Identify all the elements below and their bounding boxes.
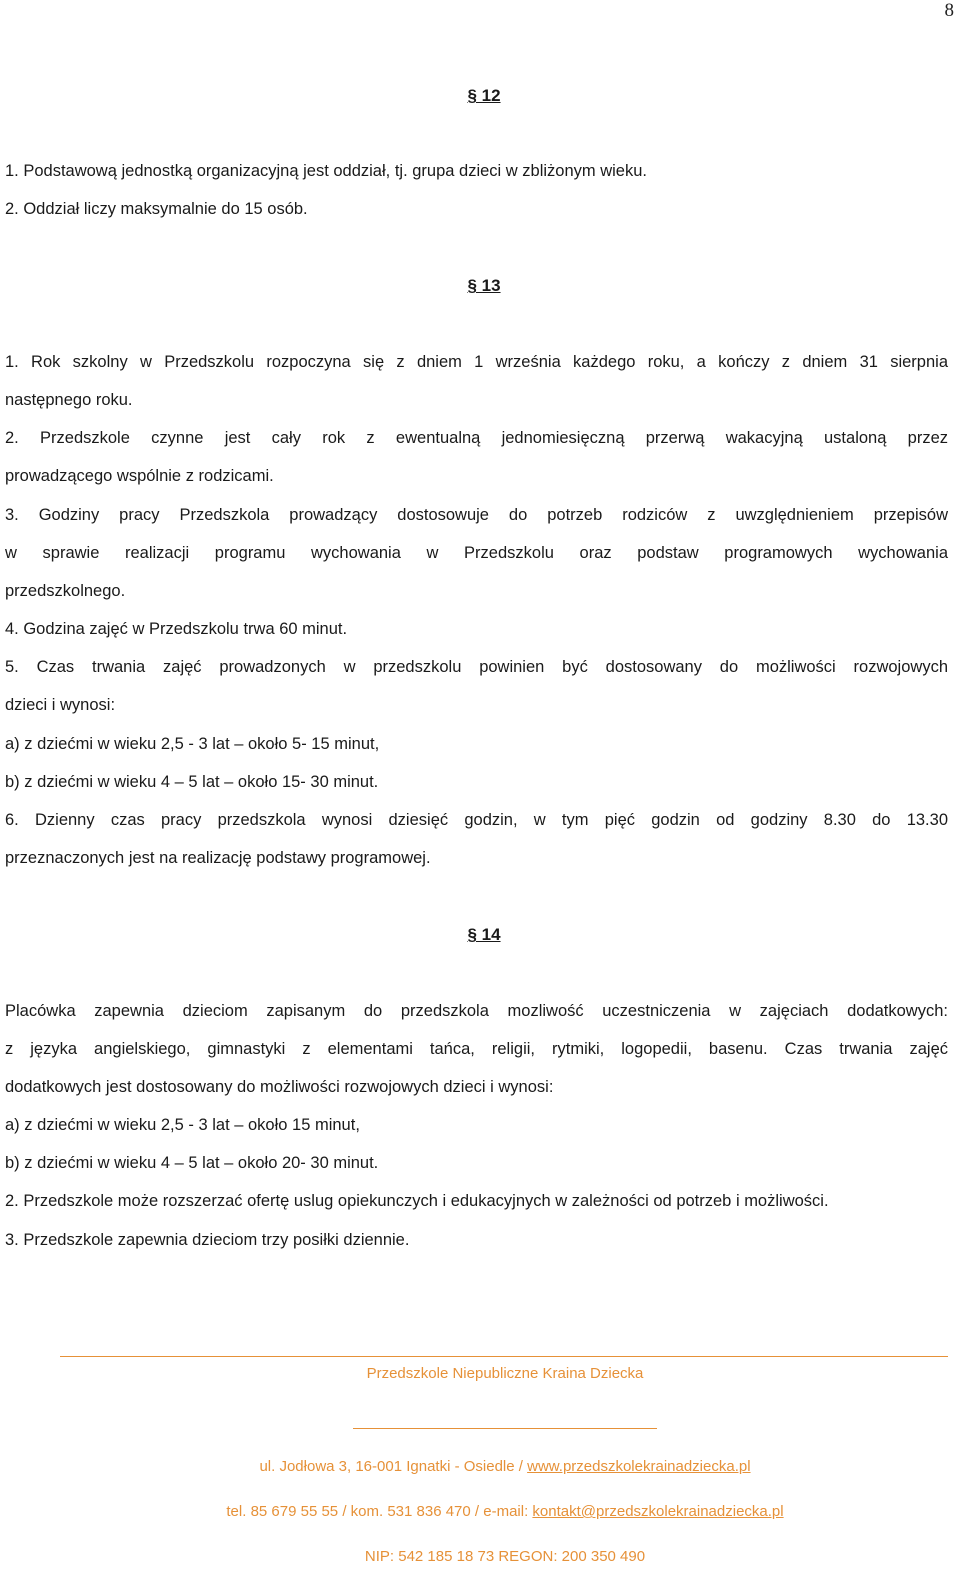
- paragraph-line: z języka angielskiego, gimnastyki z elementami tańca, religii, rytmiki, logopedii, basenu. Czas trwania zajęć: [5, 1040, 948, 1058]
- paragraph-line: Placówka zapewnia dzieciom zapisanym do przedszkola mozliwość uczestniczenia w zajęciach dodatkowych:: [5, 1002, 948, 1020]
- paragraph-line: 1. Rok szkolny w Przedszkolu rozpoczyna się z dniem 1 września każdego roku, a kończy z dniem 31 sierpnia: [5, 353, 948, 371]
- footer-email-link[interactable]: kontakt@przedszkolekrainadziecka.pl: [532, 1503, 784, 1520]
- paragraph-line: prowadzącego wspólnie z rodzicami.: [5, 467, 274, 485]
- footer-address-text: ul. Jodłowa 3, 16-001 Ignatki - Osiedle /: [259, 1458, 528, 1475]
- paragraph-line: 5. Czas trwania zajęć prowadzonych w przedszkolu powinien być dostosowany do możliwości rozwojowych: [5, 658, 948, 676]
- paragraph-line: w sprawie realizacji programu wychowania w Przedszkolu oraz podstaw programowych wychowania: [5, 544, 948, 562]
- paragraph-line: b) z dziećmi w wieku 4 – 5 lat – około 20- 30 minut.: [5, 1154, 379, 1172]
- section-heading-13: § 13: [467, 276, 501, 295]
- footer-address: [0, 1458, 960, 1475]
- paragraph-line: 6. Dzienny czas pracy przedszkola wynosi dziesięć godzin, w tym pięć godzin od godziny 8.30 do 13.30: [5, 811, 948, 829]
- page-number: 8: [944, 0, 954, 21]
- paragraph-line: przeznaczonych jest na realizację podstawy programowej.: [5, 849, 431, 867]
- paragraph-line: 3. Przedszkole zapewnia dzieciom trzy posiłki dziennie.: [5, 1231, 410, 1249]
- paragraph-line: następnego roku.: [5, 391, 133, 409]
- paragraph-line: 2. Oddział liczy maksymalnie do 15 osób.: [5, 200, 308, 218]
- paragraph-line: a) z dziećmi w wieku 2,5 - 3 lat – około 5- 15 minut,: [5, 735, 380, 753]
- footer-divider: [60, 1356, 948, 1357]
- paragraph-line: przedszkolnego.: [5, 582, 126, 600]
- footer-organization-name: Przedszkole Niepubliczne Kraina Dziecka: [366, 1365, 644, 1382]
- paragraph-line: 2. Przedszkole może rozszerzać ofertę uslug opiekunczych i edukacyjnych w zależności od potrzeb i możliwości.: [5, 1192, 829, 1210]
- paragraph-line: 4. Godzina zajęć w Przedszkolu trwa 60 minut.: [5, 620, 348, 638]
- footer-contact: [0, 1503, 960, 1520]
- paragraph-line: dodatkowych jest dostosowany do możliwości rozwojowych dzieci i wynosi:: [5, 1078, 554, 1096]
- section-heading-12: § 12: [467, 86, 501, 105]
- paragraph-line: 3. Godziny pracy Przedszkola prowadzący dostosowuje do potrzeb rodziców z uwzględnieniem przepisów: [5, 506, 948, 524]
- footer-short-divider: [353, 1428, 657, 1429]
- paragraph-line: a) z dziećmi w wieku 2,5 - 3 lat – około 15 minut,: [5, 1116, 360, 1134]
- footer-phone-text: tel. 85 679 55 55 / kom. 531 836 470 / e-mail:: [226, 1503, 533, 1520]
- footer-company-ids: NIP: 542 185 18 73 REGON: 200 350 490: [364, 1548, 646, 1565]
- paragraph-line: 1. Podstawową jednostką organizacyjną jest oddział, tj. grupa dzieci w zbliżonym wieku.: [5, 162, 647, 180]
- footer-website-link[interactable]: www.przedszkolekrainadziecka.pl: [527, 1458, 751, 1475]
- paragraph-line: 2. Przedszkole czynne jest cały rok z ewentualną jednomiesięczną przerwą wakacyjną ustaloną przez: [5, 429, 948, 447]
- section-heading-14: § 14: [467, 925, 501, 944]
- paragraph-line: b) z dziećmi w wieku 4 – 5 lat – około 15- 30 minut.: [5, 773, 379, 791]
- paragraph-line: dzieci i wynosi:: [5, 696, 116, 714]
